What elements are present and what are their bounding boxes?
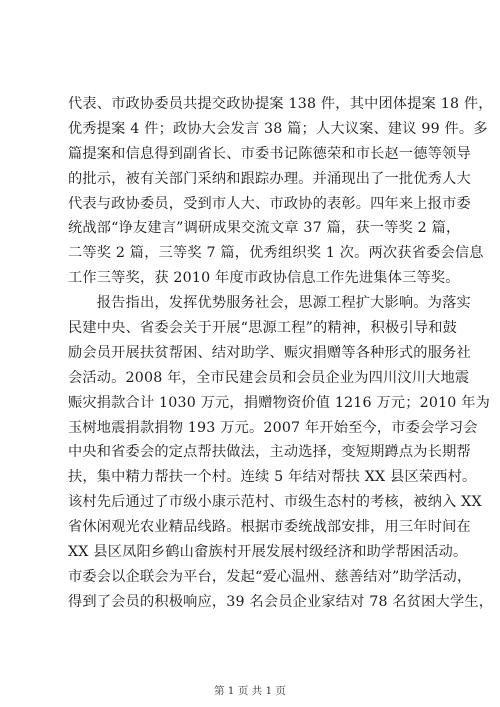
text-line: 得到了会员的积极响应，39 名会员企业家结对 78 名贫困大学生， <box>68 593 494 610</box>
text-line: 会活动。2008 年，全市民建会员和会员企业为四川汶川大地震 <box>68 369 470 386</box>
text-line: 报告指出，发挥优势服务社会，思源工程扩大影响。为落实 <box>68 295 471 312</box>
text-line: 优秀提案 4 件；政协大会发言 38 篇；人大议案、建议 99 件。多 <box>68 120 488 137</box>
text-line: 省休闲观光农业精品线路。根据市委统战部安排，用三年时间在 <box>68 519 471 536</box>
text-line: 该村先后通过了市级小康示范村、市级生态村的考核，被纳入 XX <box>68 494 482 511</box>
text-line: 代表与政协委员，受到市人大、市政协的表彰。四年来上报市委 <box>68 195 471 212</box>
text-line: XX 县区凤阳乡鹤山畲族村开展发展村级经济和助学帮困活动。 <box>68 544 468 561</box>
text-line: 二等奖 2 篇，三等奖 7 篇，优秀组织奖 1 次。两次获省委会信息 <box>68 245 484 262</box>
page-number-footer: 第 1 页 共 1 页 <box>213 685 287 697</box>
text-line: 民建中央、省委会关于开展“思源工程”的精神，积极引导和鼓 <box>68 320 457 337</box>
text-line: 赈灾捐款合计 1030 万元，捐赠物资价值 1216 万元；2010 年为 <box>68 394 491 411</box>
text-line: 工作三等奖，获 2010 年度市政协信息工作先进集体三等奖。 <box>68 270 460 287</box>
text-line: 玉树地震捐款捐物 193 万元。2007 年开始至今，市委会学习会 <box>68 419 478 436</box>
text-line: 代表、市政协委员共提交政协提案 138 件，其中团体提案 18 件， <box>68 96 493 112</box>
body-text <box>68 92 494 615</box>
text-line: 的批示，被有关部门采纳和跟踪办理。并涌现出了一批优秀人大 <box>68 170 471 187</box>
text-line: 扶，集中精力帮扶一个村。连续 5 年结对帮扶 XX 县区荣西村。 <box>68 469 477 486</box>
text-line: 篇提案和信息得到副省长、市委书记陈德荣和市长赵一德等领导 <box>68 145 471 162</box>
text-line: 市委会以企联会为平台，发起“爱心温州、慈善结对”助学活动， <box>68 568 472 585</box>
text-line: 统战部“诤友建言”调研成果交流文章 37 篇，获一等奖 2 篇， <box>68 220 461 237</box>
text-line: 励会员开展扶贫帮困、结对助学、赈灾捐赠等各种形式的服务社 <box>68 344 471 361</box>
text-line: 中央和省委会的定点帮扶做法，主动选择，变短期蹲点为长期帮 <box>68 444 471 461</box>
